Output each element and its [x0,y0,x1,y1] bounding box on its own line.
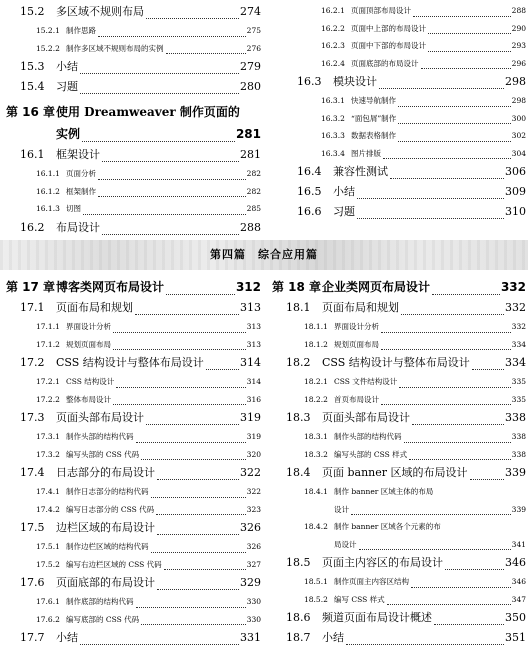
entry-number: 18.5.2 [304,594,328,604]
entry-page: 319 [246,432,261,441]
toc-entry [6,200,261,218]
part-title: 第四篇 综合应用篇 [210,248,318,261]
entry-page: 279 [240,60,261,73]
entry-number: 17.3.2 [36,449,60,459]
part-banner [0,240,528,270]
chapter-16-heading [6,101,261,145]
entry-number: 17.4.2 [36,504,60,514]
toc-entry [6,391,261,409]
entry-number: 15.3 [20,60,45,73]
entry-title: 布局设计 [56,220,100,234]
entry-number: 18.3.1 [304,432,328,441]
entry-page: 296 [511,58,526,68]
chapter-title: 博客类网页布局设计 [56,280,165,294]
entry-title: 编写底部的 CSS 代码 [66,614,140,624]
entry-title: 制作 banner 区域各个元素的布 [334,522,441,531]
toc-entry [293,92,526,110]
entry-title: 快速导航制作 [351,96,396,105]
entry-title: 制作页面主内容区结构 [334,577,409,586]
chapter-18-heading [272,276,526,298]
chapter-number: 第 18 章 [272,280,322,294]
toc-list-ch16-cont [293,2,526,222]
entry-number: 18.2.1 [304,377,328,386]
toc-section [6,518,261,538]
entry-number: 17.7 [20,631,45,644]
entry-number: 16.2.2 [321,23,345,33]
entry-page: 332 [505,301,526,314]
entry-page: 275 [246,26,261,35]
entry-title: 界面设计分析 [66,322,111,331]
toc-section [6,77,261,97]
entry-title: 页面布局和规划 [322,301,399,314]
toc-column-bottom-left [6,276,261,648]
entry-number: 17.4 [20,466,45,479]
entry-page: 285 [246,204,261,213]
entry-page: 346 [505,556,526,569]
entry-number: 16.2.4 [321,58,345,68]
entry-title: 制作多区域不规则布局的实例 [66,43,164,53]
toc-section [293,182,526,202]
chapter-page: 312 [235,280,261,294]
entry-number: 15.2.2 [36,43,60,53]
toc-entry [293,110,526,128]
entry-page: 323 [246,504,261,514]
entry-page: 314 [246,377,261,386]
entry-title: 切图 [66,204,81,213]
entry-title: 制作思路 [66,26,96,35]
entry-page: 288 [240,220,261,234]
entry-title: 编写头部的 CSS 代码 [66,449,140,459]
toc-entry [272,391,526,409]
entry-number: 18.4.2 [304,522,328,531]
entry-page: 335 [511,394,526,404]
entry-title: 习题 [56,80,78,93]
entry-number: 16.1.3 [36,204,60,213]
entry-page: 350 [505,611,526,624]
entry-number: 18.1.2 [304,339,328,349]
toc-entry [6,40,261,58]
entry-page: 332 [511,322,526,331]
chapter-title: 使用 Dreamweaver 制作页面的 [56,105,240,119]
toc-entry [6,318,261,336]
entry-number: 18.3.2 [304,449,328,459]
entry-page: 282 [246,186,261,196]
toc-entry [293,20,526,38]
chapter-number: 第 17 章 [6,280,56,294]
entry-title: 多区域不规则布局 [56,5,144,18]
entry-page: 334 [511,339,526,349]
entry-number: 18.6 [286,611,311,624]
toc-section [6,57,261,77]
toc-section [272,553,526,573]
toc-section [272,298,526,318]
entry-title: 制作底部的结构代码 [66,597,134,606]
entry-page: 276 [246,43,261,53]
toc-entry-cont [272,501,526,519]
entry-page: 313 [240,301,261,314]
entry-number: 17.4.1 [36,487,60,496]
entry-number: 16.5 [297,185,322,198]
entry-page: 304 [511,148,526,158]
entry-number: 17.6.2 [36,614,60,624]
entry-title: 制作头部的结构代码 [66,432,134,441]
entry-title: 小结 [56,60,78,73]
entry-title: 界面设计分析 [334,322,379,331]
entry-number: 17.2.2 [36,394,60,404]
toc-list-ch15 [6,2,261,97]
entry-page: 281 [240,148,261,161]
toc-section [6,2,261,22]
entry-page: 314 [240,356,261,369]
entry-title: CSS 文件结构设计 [334,377,398,386]
entry-number: 17.1.1 [36,322,60,331]
entry-title: 频道页面布局设计概述 [322,611,432,624]
entry-page: 274 [240,5,261,18]
toc-section [272,608,526,628]
entry-page: 293 [511,41,526,50]
entry-page: 322 [240,466,261,479]
entry-number: 15.2 [20,5,45,18]
toc-entry [293,55,526,73]
entry-page: 298 [511,96,526,105]
entry-title: 框架设计 [56,148,100,161]
entry-title: 规划页面布局 [334,339,379,349]
entry-title: 小结 [56,631,78,644]
chapter-page: 281 [235,127,261,141]
toc-entry [6,483,261,501]
entry-page: 280 [240,80,261,93]
entry-number: 17.2.1 [36,377,60,386]
entry-number: 17.1.2 [36,339,60,349]
entry-number: 18.3 [286,411,311,424]
entry-page: 309 [505,185,526,198]
toc-section [293,202,526,222]
entry-title-cont: 设计 [334,504,349,514]
chapter-number: 第 16 章 [6,105,56,119]
toc-section [6,628,261,648]
entry-number: 17.3 [20,411,45,424]
toc-entry [6,165,261,183]
entry-title: CSS 结构设计 [66,377,115,386]
toc-section [6,298,261,318]
entry-title: 规划页面布局 [66,339,111,349]
entry-number: 16.2 [20,220,45,234]
toc-entry [272,446,526,464]
entry-number: 16.3.1 [321,96,345,105]
entry-title: CSS 结构设计与整体布局设计 [56,356,204,369]
entry-number: 16.4 [297,165,322,178]
entry-page: 338 [505,411,526,424]
entry-title: 页面中下部的布局设计 [351,41,426,50]
toc-section [272,353,526,373]
entry-page: 313 [246,339,261,349]
entry-page: 339 [511,504,526,514]
entry-title: 数据表格制作 [351,131,396,140]
entry-page: 316 [246,394,261,404]
entry-title: 页面中上部的布局设计 [351,23,426,33]
entry-title: 编写右边栏区域的 CSS 代码 [66,559,162,569]
toc-entry [6,183,261,201]
toc-entry-cont [272,536,526,554]
toc-list-ch18 [272,298,526,648]
entry-number: 18.7 [286,631,311,644]
entry-title: 页面主内容区的布局设计 [322,556,443,569]
toc-entry [6,22,261,40]
toc-entry [293,145,526,163]
toc-entry [6,336,261,354]
entry-page: 313 [246,322,261,331]
entry-page: 300 [511,113,526,123]
toc-entry [293,127,526,145]
entry-page: 290 [511,23,526,33]
entry-title: 编写 CSS 样式 [334,594,385,604]
toc-entry [6,373,261,391]
entry-title: 日志部分的布局设计 [56,466,155,479]
entry-title: 页面顶部布局设计 [351,6,411,15]
entry-title: 图片排版 [351,148,381,158]
toc-entry [293,2,526,20]
entry-page: 338 [511,432,526,441]
toc-entry [272,336,526,354]
entry-page: 330 [246,597,261,606]
entry-page: 334 [505,356,526,369]
entry-page: 347 [511,594,526,604]
entry-page: 339 [505,466,526,479]
toc-column-top-right [293,2,526,222]
entry-title: 页面布局和规划 [56,301,133,314]
entry-page: 319 [240,411,261,424]
toc-entry [272,518,526,536]
entry-number: 15.2.1 [36,26,60,35]
entry-title: 页面分析 [66,169,96,178]
entry-page: 338 [511,449,526,459]
entry-title: 编写头部的 CSS 样式 [334,449,408,459]
entry-title: CSS 结构设计与整体布局设计 [322,356,470,369]
entry-number: 17.3.1 [36,432,60,441]
entry-page: 331 [240,631,261,644]
toc-entry [6,556,261,574]
entry-title: 制作边栏区域的结构代码 [66,542,149,551]
entry-page: 341 [511,539,526,549]
entry-number: 17.5.2 [36,559,60,569]
entry-title: 页面底部的布局设计 [351,58,419,68]
toc-section [6,145,261,165]
entry-title: 兼容性测试 [333,165,388,178]
entry-page: 326 [246,542,261,551]
entry-title: 制作头部的结构代码 [334,432,402,441]
entry-title: 框架制作 [66,186,96,196]
toc-section [272,628,526,648]
entry-title: 制作日志部分的结构代码 [66,487,149,496]
toc-section [6,463,261,483]
toc-entry [6,611,261,629]
entry-number: 16.3.2 [321,113,345,123]
toc-entry [272,591,526,609]
entry-page: 310 [505,205,526,218]
entry-page: 302 [511,131,526,140]
toc-column-bottom-right [272,276,526,648]
entry-number: 17.1 [20,301,45,314]
entry-title: 页面头部布局设计 [322,411,410,424]
toc-section [293,162,526,182]
entry-number: 16.2.1 [321,6,345,15]
toc-section [293,72,526,92]
toc-section [272,463,526,483]
entry-number: 16.1.2 [36,186,60,196]
entry-title: 小结 [333,185,355,198]
entry-page: 306 [505,165,526,178]
toc-section [6,218,261,238]
toc-entry [6,593,261,611]
entry-page: 322 [246,487,261,496]
toc-entry [6,538,261,556]
toc-column-top-left [6,2,261,238]
entry-page: 326 [240,521,261,534]
entry-title: 习题 [333,205,355,218]
entry-number: 16.1 [20,148,45,161]
entry-number: 18.5.1 [304,577,328,586]
toc-entry [6,428,261,446]
entry-page: 335 [511,377,526,386]
entry-title: 页面底部的布局设计 [56,576,155,589]
entry-number: 18.2.2 [304,394,328,404]
entry-page: 329 [240,576,261,589]
chapter-17-heading [6,276,261,298]
toc-section [6,353,261,373]
entry-page: 298 [505,75,526,88]
entry-title: 整体布局设计 [66,394,111,404]
entry-number: 17.6 [20,576,45,589]
toc-entry [6,446,261,464]
toc-section [272,408,526,428]
entry-number: 18.4 [286,466,311,479]
toc-entry [293,37,526,55]
toc-entry [272,373,526,391]
entry-number: 16.2.3 [321,41,345,50]
entry-page: 346 [511,577,526,586]
toc-list-ch17 [6,298,261,648]
entry-title: 制作 banner 区域主体的布局 [334,487,434,496]
entry-number: 18.1 [286,301,311,314]
toc-section [6,408,261,428]
chapter-title-cont: 实例 [56,127,81,141]
toc-entry [272,428,526,446]
entry-number: 17.5.1 [36,542,60,551]
entry-title: 页面 banner 区域的布局设计 [322,466,468,479]
entry-number: 18.4.1 [304,487,328,496]
toc-entry [272,483,526,501]
toc-entry [6,501,261,519]
entry-number: 18.1.1 [304,322,328,331]
entry-title: 小结 [322,631,344,644]
entry-page: 282 [246,169,261,178]
entry-title: 边栏区域的布局设计 [56,521,155,534]
entry-title: “面包屑”制作 [351,113,397,123]
entry-page: 351 [505,631,526,644]
entry-page: 330 [246,614,261,624]
toc-section [6,573,261,593]
entry-page: 288 [511,6,526,15]
entry-title: 模块设计 [333,75,377,88]
toc-entry [272,573,526,591]
entry-number: 15.4 [20,80,45,93]
entry-number: 16.1.1 [36,169,60,178]
entry-number: 16.3.4 [321,148,345,158]
entry-number: 17.6.1 [36,597,60,606]
entry-title: 编写日志部分的 CSS 代码 [66,504,155,514]
toc-list-ch16 [6,145,261,238]
entry-number: 16.6 [297,205,322,218]
entry-number: 17.2 [20,356,45,369]
entry-number: 16.3 [297,75,322,88]
chapter-page: 332 [500,280,526,294]
entry-title-cont: 局设计 [334,539,357,549]
entry-number: 16.3.3 [321,131,345,140]
entry-page: 327 [246,559,261,569]
entry-number: 18.5 [286,556,311,569]
entry-number: 18.2 [286,356,311,369]
chapter-title: 企业类网页布局设计 [322,280,431,294]
entry-page: 320 [246,449,261,459]
toc-entry [272,318,526,336]
entry-title: 页面头部布局设计 [56,411,144,424]
entry-title: 首页布局设计 [334,394,379,404]
entry-number: 17.5 [20,521,45,534]
